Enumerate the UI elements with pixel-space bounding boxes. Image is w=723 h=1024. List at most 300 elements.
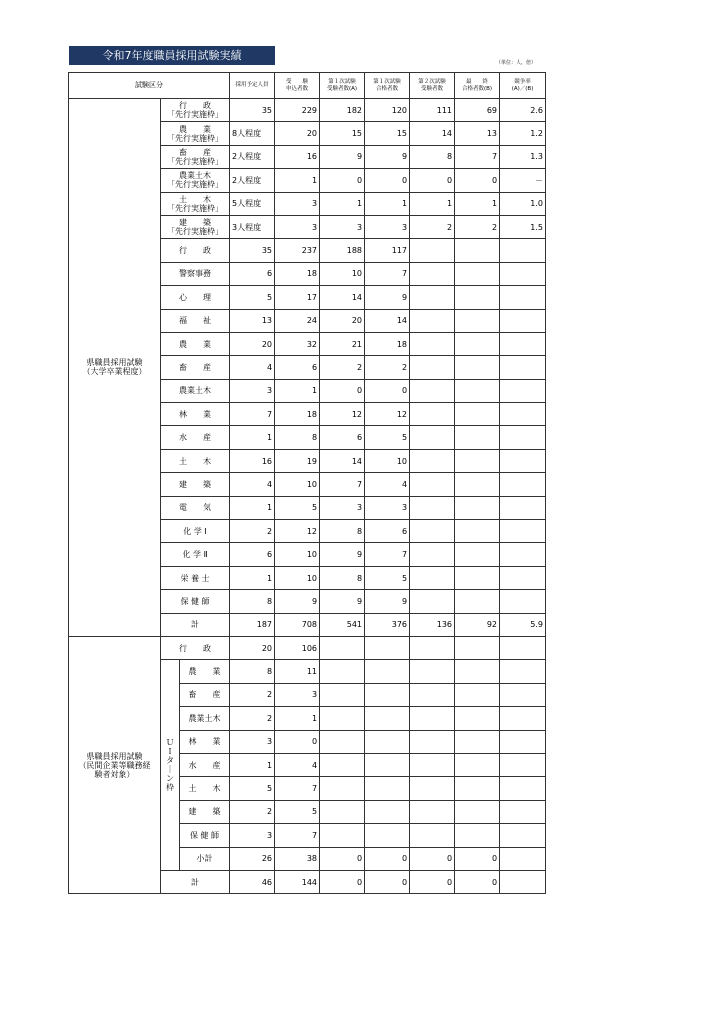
first-passers-cell: 0	[365, 169, 410, 192]
univ-total-first-takers: 541	[320, 613, 365, 636]
planned-cell: 2	[230, 800, 275, 823]
applicants-cell: 3	[275, 192, 320, 215]
empty-cell	[410, 566, 455, 589]
first-passers-cell: 5	[365, 566, 410, 589]
empty-cell	[455, 543, 500, 566]
empty-cell	[500, 566, 546, 589]
empty-cell	[410, 426, 455, 449]
planned-cell: 13	[230, 309, 275, 332]
exam-name-line2: 「先行実施枠」	[167, 133, 224, 143]
exam-name-line1: 畜 産	[179, 147, 212, 157]
first-passers-cell: 2	[365, 356, 410, 379]
univ-total-applicants: 708	[275, 613, 320, 636]
empty-cell	[320, 753, 365, 776]
empty-cell	[410, 286, 455, 309]
table-row	[69, 99, 546, 122]
exam-name-line2: 「先行実施枠」	[167, 227, 224, 237]
first-passers-cell: 7	[365, 262, 410, 285]
planned-cell: 35	[230, 239, 275, 262]
private-total-label: 計	[161, 870, 230, 893]
exam-name-line1: 建 築	[179, 218, 212, 228]
empty-cell	[500, 520, 546, 543]
first-takers-cell: 14	[320, 449, 365, 472]
empty-cell	[500, 379, 546, 402]
univ-total-second-takers: 136	[410, 613, 455, 636]
empty-cell	[500, 403, 546, 426]
header-first-takers-line2: 受験者数(A)	[327, 85, 358, 92]
applicants-cell: 20	[275, 122, 320, 145]
empty-cell	[455, 332, 500, 355]
empty-cell	[500, 707, 546, 730]
uturn-subtotal-second-takers: 0	[410, 847, 455, 870]
first-passers-cell: 5	[365, 426, 410, 449]
exam-name: 化 学 Ⅰ	[161, 520, 230, 543]
applicants-cell: 7	[275, 777, 320, 800]
table-row	[69, 636, 546, 659]
empty-cell	[500, 449, 546, 472]
exam-name-line1: 行 政	[179, 101, 212, 111]
empty-cell	[410, 356, 455, 379]
empty-cell	[320, 777, 365, 800]
uturn-frame-label: Ｕ Ｉ タ ｜ ン 枠	[161, 660, 180, 871]
empty-cell	[410, 309, 455, 332]
exam-name: 建 築	[161, 473, 230, 496]
empty-cell	[455, 683, 500, 706]
empty-cell	[455, 566, 500, 589]
applicants-cell: 19	[275, 449, 320, 472]
first-passers-cell: 117	[365, 239, 410, 262]
ratio-cell: 1.2	[500, 122, 546, 145]
empty-cell	[320, 800, 365, 823]
empty-cell	[455, 403, 500, 426]
planned-cell: 3人程度	[230, 215, 275, 238]
exam-name	[161, 192, 230, 215]
empty-cell	[455, 730, 500, 753]
empty-cell	[320, 824, 365, 847]
exam-name	[161, 145, 230, 168]
first-passers-cell: 7	[365, 543, 410, 566]
final-cell: 2	[455, 215, 500, 238]
first-takers-cell: 1	[320, 192, 365, 215]
empty-cell	[365, 636, 410, 659]
exam-name-line2: 「先行実施枠」	[167, 203, 224, 213]
empty-cell	[365, 800, 410, 823]
empty-cell	[320, 730, 365, 753]
empty-cell	[500, 777, 546, 800]
applicants-cell: 8	[275, 426, 320, 449]
empty-cell	[365, 824, 410, 847]
empty-cell	[455, 379, 500, 402]
applicants-cell: 17	[275, 286, 320, 309]
ratio-cell: 1.3	[500, 145, 546, 168]
second-takers-cell: 0	[410, 169, 455, 192]
empty-cell	[410, 707, 455, 730]
exam-name: 行 政	[161, 636, 230, 659]
empty-cell	[410, 800, 455, 823]
empty-cell	[455, 286, 500, 309]
first-takers-cell: 21	[320, 332, 365, 355]
final-cell: 0	[455, 169, 500, 192]
applicants-cell: 12	[275, 520, 320, 543]
exam-name	[161, 215, 230, 238]
planned-cell: 16	[230, 449, 275, 472]
planned-cell: 2人程度	[230, 169, 275, 192]
planned-cell: 1	[230, 753, 275, 776]
empty-cell	[410, 590, 455, 613]
empty-cell	[320, 683, 365, 706]
empty-cell	[500, 543, 546, 566]
empty-cell	[500, 800, 546, 823]
applicants-cell: 10	[275, 543, 320, 566]
empty-cell	[455, 239, 500, 262]
planned-cell: 6	[230, 543, 275, 566]
applicants-cell: 237	[275, 239, 320, 262]
empty-cell	[410, 683, 455, 706]
final-cell: 69	[455, 99, 500, 122]
first-takers-cell: 12	[320, 403, 365, 426]
planned-cell: 2人程度	[230, 145, 275, 168]
exam-name: 保 健 師	[180, 824, 230, 847]
applicants-cell: 5	[275, 800, 320, 823]
empty-cell	[320, 660, 365, 683]
empty-cell	[410, 473, 455, 496]
header-final-line1: 最 終	[466, 78, 489, 85]
applicants-cell: 32	[275, 332, 320, 355]
exam-name: 栄 養 士	[161, 566, 230, 589]
empty-cell	[500, 824, 546, 847]
second-takers-cell: 14	[410, 122, 455, 145]
empty-cell	[410, 824, 455, 847]
first-passers-cell: 6	[365, 520, 410, 543]
exam-name	[161, 99, 230, 122]
exam-name: 土 木	[180, 777, 230, 800]
uturn-subtotal-final: 0	[455, 847, 500, 870]
univ-total-planned: 187	[230, 613, 275, 636]
univ-total-ratio: 5.9	[500, 613, 546, 636]
first-takers-cell: 7	[320, 473, 365, 496]
empty-cell	[500, 473, 546, 496]
uturn-subtotal-first-passers: 0	[365, 847, 410, 870]
empty-cell	[455, 520, 500, 543]
exam-name-line2: 「先行実施枠」	[167, 110, 224, 120]
empty-cell	[410, 777, 455, 800]
empty-cell	[500, 496, 546, 519]
empty-cell	[320, 636, 365, 659]
applicants-cell: 11	[275, 660, 320, 683]
empty-cell	[455, 496, 500, 519]
empty-cell	[410, 660, 455, 683]
planned-cell: 2	[230, 707, 275, 730]
empty-cell	[455, 824, 500, 847]
exam-name: 農業土木	[161, 379, 230, 402]
ratio-cell: 1.5	[500, 215, 546, 238]
first-takers-cell: 14	[320, 286, 365, 309]
univ-total-label: 計	[161, 613, 230, 636]
second-takers-cell: 1	[410, 192, 455, 215]
empty-cell	[410, 449, 455, 472]
header-row	[69, 73, 546, 99]
planned-cell: 1	[230, 566, 275, 589]
header-planned: 採用予定人員	[230, 73, 275, 99]
planned-cell: 3	[230, 379, 275, 402]
header-category: 試験区分	[69, 73, 230, 99]
applicants-cell: 0	[275, 730, 320, 753]
empty-cell	[500, 332, 546, 355]
header-ratio	[500, 73, 546, 99]
exam-name: 水 産	[180, 753, 230, 776]
applicants-cell: 5	[275, 496, 320, 519]
empty-cell	[455, 660, 500, 683]
exam-name: 心 理	[161, 286, 230, 309]
exam-name-line1: 農業土木	[179, 171, 212, 181]
empty-cell	[500, 426, 546, 449]
empty-cell	[500, 753, 546, 776]
first-passers-cell: 10	[365, 449, 410, 472]
first-passers-cell: 0	[365, 379, 410, 402]
first-passers-cell: 1	[365, 192, 410, 215]
private-total-first-passers: 0	[365, 870, 410, 893]
empty-cell	[500, 590, 546, 613]
empty-cell	[320, 707, 365, 730]
planned-cell: 2	[230, 520, 275, 543]
applicants-cell: 7	[275, 824, 320, 847]
applicants-cell: 16	[275, 145, 320, 168]
final-cell: 1	[455, 192, 500, 215]
first-takers-cell: 20	[320, 309, 365, 332]
planned-cell: 8	[230, 660, 275, 683]
header-ratio-line2: (A)／(B)	[511, 85, 534, 92]
empty-cell	[410, 543, 455, 566]
first-takers-cell: 188	[320, 239, 365, 262]
header-first-passers-line1: 第１次試験	[373, 78, 401, 85]
first-takers-cell: 0	[320, 169, 365, 192]
empty-cell	[410, 636, 455, 659]
exam-name: 保 健 師	[161, 590, 230, 613]
header-second-takers	[410, 73, 455, 99]
empty-cell	[455, 753, 500, 776]
empty-cell	[455, 426, 500, 449]
empty-cell	[410, 403, 455, 426]
private-total-planned: 46	[230, 870, 275, 893]
univ-total-first-passers: 376	[365, 613, 410, 636]
final-cell: 13	[455, 122, 500, 145]
empty-cell	[500, 730, 546, 753]
empty-cell	[410, 496, 455, 519]
first-passers-cell: 9	[365, 286, 410, 309]
first-takers-cell: 0	[320, 379, 365, 402]
private-total-second-takers: 0	[410, 870, 455, 893]
applicants-cell: 18	[275, 403, 320, 426]
exam-name: 林 業	[161, 403, 230, 426]
empty-cell	[410, 379, 455, 402]
empty-cell	[455, 473, 500, 496]
empty-cell	[455, 636, 500, 659]
exam-name: 警察事務	[161, 262, 230, 285]
first-takers-cell: 3	[320, 215, 365, 238]
exam-name: 畜 産	[161, 356, 230, 379]
exam-name: 林 業	[180, 730, 230, 753]
uturn-subtotal-label: 小計	[180, 847, 230, 870]
applicants-cell: 3	[275, 683, 320, 706]
header-second-takers-line1: 第２次試験	[418, 78, 446, 85]
exam-name: 農業土木	[180, 707, 230, 730]
header-applicants-line1: 受 験	[286, 78, 309, 85]
planned-cell: 4	[230, 473, 275, 496]
exam-name: 土 木	[161, 449, 230, 472]
page-title: 令和7年度職員採用試験実績	[69, 46, 275, 65]
planned-cell: 4	[230, 356, 275, 379]
empty-cell	[500, 660, 546, 683]
empty-cell	[500, 636, 546, 659]
empty-cell	[455, 590, 500, 613]
empty-cell	[500, 286, 546, 309]
empty-cell	[455, 800, 500, 823]
header-second-takers-line2: 受験者数	[421, 85, 444, 92]
empty-cell	[455, 777, 500, 800]
ratio-cell: 2.6	[500, 99, 546, 122]
empty-cell	[500, 683, 546, 706]
applicants-cell: 24	[275, 309, 320, 332]
planned-cell: 8人程度	[230, 122, 275, 145]
univ-total-final: 92	[455, 613, 500, 636]
planned-cell: 1	[230, 496, 275, 519]
first-takers-cell: 2	[320, 356, 365, 379]
planned-cell: 20	[230, 332, 275, 355]
empty-cell	[410, 239, 455, 262]
planned-cell: 20	[230, 636, 275, 659]
planned-cell: 5人程度	[230, 192, 275, 215]
exam-name: 行 政	[161, 239, 230, 262]
second-takers-cell: 8	[410, 145, 455, 168]
exam-name: 畜 産	[180, 683, 230, 706]
header-first-takers	[320, 73, 365, 99]
planned-cell: 8	[230, 590, 275, 613]
planned-cell: 7	[230, 403, 275, 426]
empty-cell	[455, 262, 500, 285]
second-takers-cell: 2	[410, 215, 455, 238]
first-takers-cell: 8	[320, 566, 365, 589]
empty-cell	[410, 332, 455, 355]
empty-cell	[365, 753, 410, 776]
first-passers-cell: 15	[365, 122, 410, 145]
applicants-cell: 3	[275, 215, 320, 238]
header-first-takers-line1: 第１次試験	[328, 78, 356, 85]
group-label-private: 県職員採用試験 （民間企業等職務経 験者対象）	[69, 636, 161, 893]
empty-cell	[455, 356, 500, 379]
results-table	[68, 72, 546, 894]
empty-cell	[500, 870, 546, 893]
applicants-cell: 4	[275, 753, 320, 776]
first-takers-cell: 9	[320, 145, 365, 168]
applicants-cell: 9	[275, 590, 320, 613]
planned-cell: 35	[230, 99, 275, 122]
ratio-cell: 1.0	[500, 192, 546, 215]
header-first-passers	[365, 73, 410, 99]
private-total-first-takers: 0	[320, 870, 365, 893]
exam-name-line1: 土 木	[179, 194, 212, 204]
exam-name	[161, 169, 230, 192]
empty-cell	[365, 707, 410, 730]
first-passers-cell: 120	[365, 99, 410, 122]
exam-name: 農 業	[161, 332, 230, 355]
planned-cell: 1	[230, 426, 275, 449]
empty-cell	[455, 449, 500, 472]
planned-cell: 6	[230, 262, 275, 285]
empty-cell	[365, 660, 410, 683]
applicants-cell: 18	[275, 262, 320, 285]
empty-cell	[410, 753, 455, 776]
first-passers-cell: 9	[365, 145, 410, 168]
ratio-cell: －	[500, 169, 546, 192]
exam-name: 福 祉	[161, 309, 230, 332]
uturn-subtotal-planned: 26	[230, 847, 275, 870]
applicants-cell: 1	[275, 707, 320, 730]
second-takers-cell: 111	[410, 99, 455, 122]
header-ratio-line1: 競争率	[514, 78, 531, 85]
first-passers-cell: 3	[365, 496, 410, 519]
first-passers-cell: 3	[365, 215, 410, 238]
header-final	[455, 73, 500, 99]
private-total-applicants: 144	[275, 870, 320, 893]
empty-cell	[455, 309, 500, 332]
applicants-cell: 1	[275, 169, 320, 192]
applicants-cell: 10	[275, 473, 320, 496]
uturn-subtotal-first-takers: 0	[320, 847, 365, 870]
empty-cell	[410, 520, 455, 543]
final-cell: 7	[455, 145, 500, 168]
exam-name: 電 気	[161, 496, 230, 519]
empty-cell	[410, 262, 455, 285]
empty-cell	[455, 707, 500, 730]
planned-cell: 5	[230, 286, 275, 309]
first-takers-cell: 182	[320, 99, 365, 122]
exam-name: 化 学 Ⅱ	[161, 543, 230, 566]
first-takers-cell: 8	[320, 520, 365, 543]
empty-cell	[365, 777, 410, 800]
applicants-cell: 6	[275, 356, 320, 379]
first-takers-cell: 9	[320, 543, 365, 566]
empty-cell	[500, 309, 546, 332]
applicants-cell: 1	[275, 379, 320, 402]
uturn-subtotal-applicants: 38	[275, 847, 320, 870]
empty-cell	[365, 730, 410, 753]
exam-name	[161, 122, 230, 145]
private-total-final: 0	[455, 870, 500, 893]
exam-name-line2: 「先行実施枠」	[167, 180, 224, 190]
first-takers-cell: 6	[320, 426, 365, 449]
first-passers-cell: 14	[365, 309, 410, 332]
planned-cell: 2	[230, 683, 275, 706]
first-takers-cell: 10	[320, 262, 365, 285]
empty-cell	[410, 730, 455, 753]
exam-name: 水 産	[161, 426, 230, 449]
exam-name: 建 築	[180, 800, 230, 823]
first-passers-cell: 9	[365, 590, 410, 613]
exam-name-line2: 「先行実施枠」	[167, 156, 224, 166]
unit-note: （単位：人、倍）	[496, 60, 537, 66]
exam-name: 農 業	[180, 660, 230, 683]
planned-cell: 5	[230, 777, 275, 800]
first-takers-cell: 3	[320, 496, 365, 519]
header-applicants-line2: 申込者数	[286, 85, 309, 92]
applicants-cell: 106	[275, 636, 320, 659]
empty-cell	[365, 683, 410, 706]
empty-cell	[500, 847, 546, 870]
exam-name-line1: 農 業	[179, 124, 212, 134]
first-passers-cell: 4	[365, 473, 410, 496]
empty-cell	[500, 356, 546, 379]
header-first-passers-line2: 合格者数	[376, 85, 399, 92]
